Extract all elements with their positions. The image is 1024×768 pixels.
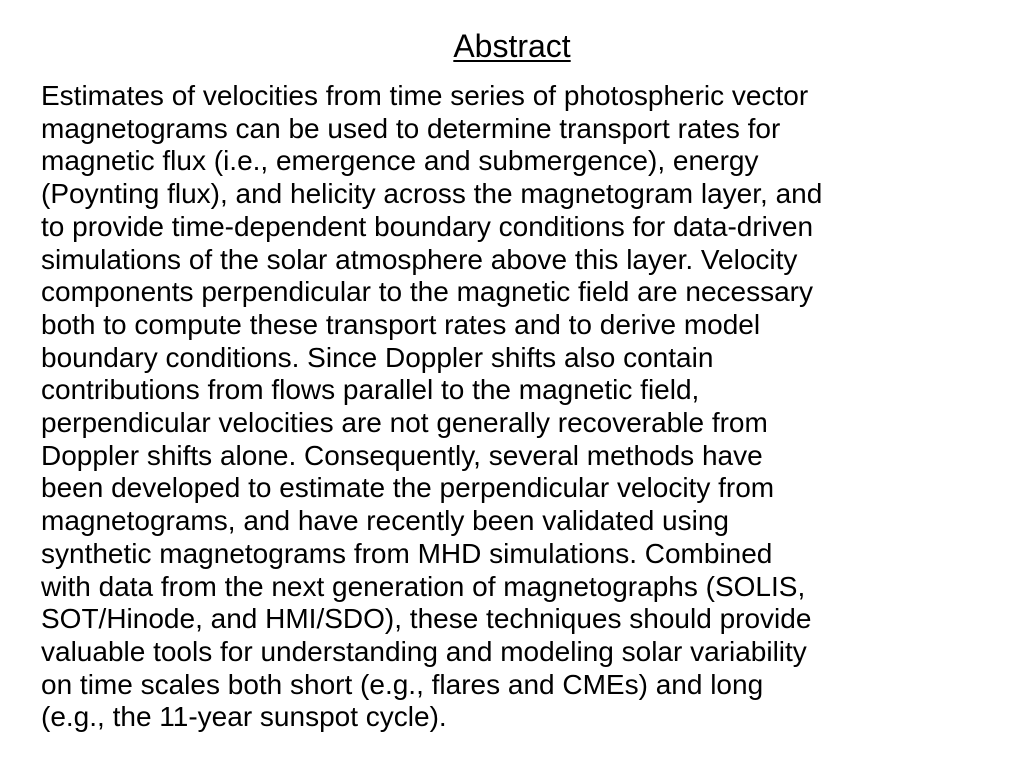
abstract-line: boundary conditions. Since Doppler shifts also contain <box>41 341 714 373</box>
abstract-line: components perpendicular to the magnetic field are necessary <box>41 276 813 308</box>
abstract-line: (e.g., the 11-year sunspot cycle). <box>41 701 447 733</box>
abstract-line: with data from the next generation of magnetographs (SOLIS, <box>41 570 806 602</box>
abstract-line: contributions from flows parallel to the magnetic field, <box>41 374 700 406</box>
abstract-line: valuable tools for understanding and modeling solar variability <box>41 635 807 667</box>
abstract-line: perpendicular velocities are not generally recoverable from <box>41 407 768 439</box>
slide-title: Abstract <box>453 28 571 64</box>
abstract-line: magnetic flux (i.e., emergence and submergence), energy <box>41 145 759 177</box>
abstract-line: been developed to estimate the perpendicular velocity from <box>41 472 775 504</box>
abstract-line: to provide time-dependent boundary conditions for data-driven <box>41 210 814 242</box>
abstract-line: on time scales both short (e.g., flares and CMEs) and long <box>41 668 764 700</box>
abstract-line: synthetic magnetograms from MHD simulations. Combined <box>41 537 773 569</box>
abstract-line: magnetograms can be used to determine transport rates for <box>41 112 781 144</box>
abstract-line: simulations of the solar atmosphere above this layer. Velocity <box>41 243 798 275</box>
abstract-line: Doppler shifts alone. Consequently, several methods have <box>41 439 763 471</box>
abstract-line: both to compute these transport rates and to derive model <box>41 308 761 340</box>
abstract-line: SOT/Hinode, and HMI/SDO), these techniques should provide <box>41 603 812 635</box>
abstract-line: (Poynting flux), and helicity across the magnetogram layer, and <box>41 178 823 210</box>
abstract-line: Estimates of velocities from time series of photospheric vector <box>41 80 809 111</box>
abstract-line: magnetograms, and have recently been validated using <box>41 505 729 537</box>
abstract-body <box>41 80 1001 734</box>
